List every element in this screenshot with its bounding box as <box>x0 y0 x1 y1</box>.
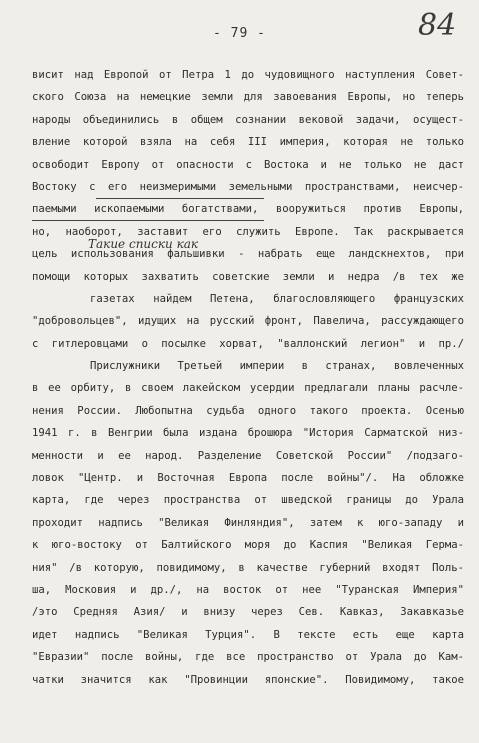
text-line-content: чатки значится как "Провинции японские". Повидимому, такое <box>32 673 464 686</box>
text-line <box>32 86 464 108</box>
text-line-content: в ее орбиту, в своем лакейском усердии предлагали планы расчле- <box>32 382 464 395</box>
text-line <box>32 646 464 668</box>
text-line <box>32 109 464 131</box>
text-line-content: ловок "Центр. и Восточная Европа после войны"/. На обложке <box>32 472 464 485</box>
text-line <box>32 176 464 198</box>
text-line-content: "Евразии" после войны, где все пространство от Урала до Кам- <box>32 651 464 664</box>
body-text <box>32 64 464 691</box>
text-line-content: паемыми ископаемыми богатствами, вооружиться против Европы, <box>32 203 464 216</box>
text-line <box>32 624 464 646</box>
archive-number: 84 <box>418 8 457 43</box>
text-line-content: с гитлеровцами о посылке хорват, "валлонский легион" и пр./ <box>32 337 464 350</box>
text-line-content: освободит Европу от опасности с Востока и не только не даст <box>32 158 464 171</box>
text-line-content: висит над Европой от Петра 1 до чудовищного наступления Совет- <box>32 69 464 81</box>
text-line <box>32 288 464 310</box>
underline-mark <box>96 198 264 199</box>
text-line-content: карта, где через пространства от шведской границы до Урала <box>32 494 464 507</box>
text-line-content: вление которой взяла на себя III империя, которая не только <box>32 136 464 149</box>
text-line <box>32 400 464 422</box>
text-line-content: ского Союза на немецкие земли для завоевания Европы, но теперь <box>32 91 464 104</box>
text-line-content: проходит надпись "Великая Финляндия", затем к юго-западу и <box>32 516 464 529</box>
text-line-content: идет надпись "Великая Турция". В тексте есть еще карта <box>32 628 464 641</box>
text-line <box>32 154 464 176</box>
text-line <box>32 534 464 556</box>
text-line <box>32 512 464 534</box>
text-line-content: газетах найдем Петена, благословляющего французских <box>90 292 464 305</box>
text-line <box>32 467 464 489</box>
text-line <box>32 557 464 579</box>
text-line <box>32 669 464 691</box>
text-line-content: ния" /в которую, повидимому, в качестве губерний входят Поль- <box>32 561 464 574</box>
text-line <box>32 310 464 332</box>
text-line-content: народы объединились в общем сознании вековой задачи, осущест- <box>32 113 464 126</box>
text-line-content: "добровольцев", идущих на русский фронт, Павелича, рассуждающего <box>32 315 464 328</box>
text-line-content: нения России. Любопытна судьба одного такого проекта. Осенью <box>32 404 464 417</box>
text-line-content: менности и ее народ. Разделение Советской России" /подзаго- <box>32 449 464 462</box>
text-line <box>32 489 464 511</box>
text-line-content: Востоку с его неизмеримыми земельными пространствами, неисчер- <box>32 180 464 193</box>
text-line <box>32 601 464 623</box>
text-line <box>32 198 464 220</box>
page-number: - 79 - <box>213 26 266 41</box>
text-line <box>32 355 464 377</box>
text-line <box>32 131 464 153</box>
text-line <box>32 266 464 288</box>
text-line <box>32 445 464 467</box>
text-line <box>32 422 464 444</box>
text-line <box>32 377 464 399</box>
handwritten-note: Такие списки как <box>88 237 199 251</box>
text-line-content: к юго-востоку от Балтийского моря до Каспия "Великая Герма- <box>32 539 464 552</box>
text-line-content: 1941 г. в Венгрии была издана брошюра "История Сарматской низ- <box>32 427 464 440</box>
text-line <box>32 579 464 601</box>
text-line <box>32 64 464 86</box>
text-line-content: но, наоборот, заставит его служить Европе. Так раскрывается <box>32 225 464 238</box>
text-line-content: ша, Московия и др./, на восток от нее "Туранская Империя" <box>32 583 464 596</box>
text-line-content: /это Средняя Азия/ и внизу через Сев. Кавказ, Закавказье <box>32 606 464 619</box>
text-line <box>32 333 464 355</box>
text-line-content: цель использования фальшивки - набрать еще ландскнехтов, при <box>32 248 464 261</box>
underline-mark <box>32 220 264 221</box>
text-line-content: помощи которых захватить советские земли и недра /в тех же <box>32 270 464 283</box>
text-line-content: Прислужники Третьей империи в странах, вовлеченных <box>90 360 464 373</box>
